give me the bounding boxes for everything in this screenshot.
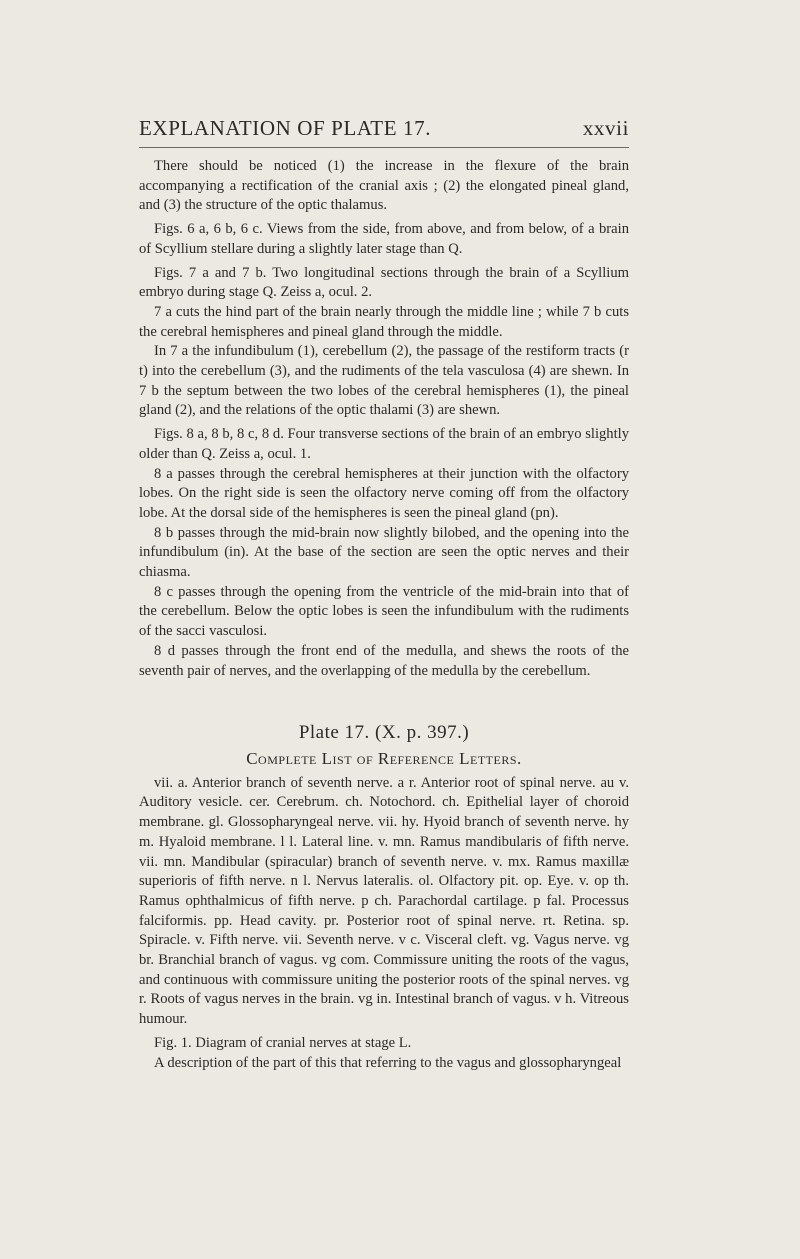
paragraph: 8 b passes through the mid-brain now slightly bilobed, and the opening into the infundibulum (in). At the base of the section are seen the optic nerves and their chiasma. (139, 524, 629, 581)
paragraph: A description of the part of this that referring to the vagus and glossopharyngeal (154, 1054, 622, 1071)
body-text (139, 157, 629, 1073)
paragraph: Figs. 7 a and 7 b. Two longitudinal sections through the brain of a Scyllium embryo during stage Q. Zeiss a, ocul. 2. (139, 264, 629, 301)
figure-caption: Fig. 1. Diagram of cranial nerves at stage L. (154, 1034, 412, 1051)
header-rule (139, 147, 629, 148)
reference-list: vii. a. Anterior branch of seventh nerve. a r. Anterior root of spinal nerve. au v. Auditory vesicle. cer. Cerebrum. ch. Notochord. ch. Epithelial layer of choroid membrane. gl. Glossopharyngeal nerve. vii. hy. Hyoid branch of seventh nerve. hy m. Hyaloid membrane. l l. Lateral line. v. mn. Ramus mandibularis of fifth nerve. vii. mn. Mandibular (spiracular) branch of seventh nerve. v. mx. Ramus maxillæ superioris of fifth nerve. n l. Nervus lateralis. ol. Olfactory pit. op. Eye. v. op th. Ramus ophthalmicus of fifth nerve. p ch. Parachordal cartilage. p fal. Processus falciformis. pp. Head cavity. pr. Posterior root of spinal nerve. rt. Retina. sp. Spiracle. v. Fifth nerve. vii. Seventh nerve. v c. Visceral cleft. vg. Vagus nerve. vg br. Branchial branch of vagus. vg com. Commissure uniting the roots of the vagus, and continuous with commissure uniting the posterior roots of the spinal nerves. vg r. Roots of vagus nerves in the brain. vg in. Intestinal branch of vagus. v h. Vitreous humour. (139, 774, 629, 1028)
paragraph: In 7 a the infundibulum (1), cerebellum (2), the passage of the restiform tracts (r t) into the cerebellum (3), and the rudiments of the tela vasculosa (4) are shewn. In 7 b the septum between the two lobes of the cerebral hemispheres (1), the pineal gland (2), and the relations of the optic thalami (3) are shewn. (139, 343, 629, 419)
paragraph: Figs. 8 a, 8 b, 8 c, 8 d. Four transverse sections of the brain of an embryo slightly older than Q. Zeiss a, ocul. 1. (139, 426, 629, 462)
paragraph: There should be noticed (1) the increase in the flexure of the brain accompanying a rectification of the cranial axis ; (2) the elongated pineal gland, and (3) the structure of the optic thalamus. (139, 158, 629, 214)
paragraph: 8 d passes through the front end of the medulla, and shews the roots of the seventh pair of nerves, and the overlapping of the medulla by the cerebellum. (139, 642, 629, 679)
paragraph: 7 a cuts the hind part of the brain nearly through the middle line ; while 7 b cuts the cerebral hemispheres and pineal gland through the middle. (139, 303, 629, 340)
header-title: EXPLANATION OF PLATE 17. (139, 116, 432, 140)
running-header (139, 116, 629, 140)
paragraph: 8 a passes through the cerebral hemispheres at their junction with the olfactory lobes. On the right side is seen the olfactory nerve coming off from the olfactory lobe. At the dorsal side of the hemispheres is seen the pineal gland (pn). (139, 465, 629, 521)
paragraph: 8 c passes through the opening from the ventricle of the mid-brain into that of the cerebellum. Below the optic lobes is seen the infundibulum with the rudiments of the sacci vasculosi. (139, 583, 629, 640)
plate-heading: Plate 17. (X. p. 397.) (298, 722, 470, 744)
reference-heading: Complete List of Reference Letters. (246, 748, 522, 768)
page-number: xxvii (582, 116, 629, 140)
paragraph: Figs. 6 a, 6 b, 6 c. Views from the side, from above, and from below, of a brain of Scyllium stellare during a slightly later stage than Q. (139, 221, 629, 257)
